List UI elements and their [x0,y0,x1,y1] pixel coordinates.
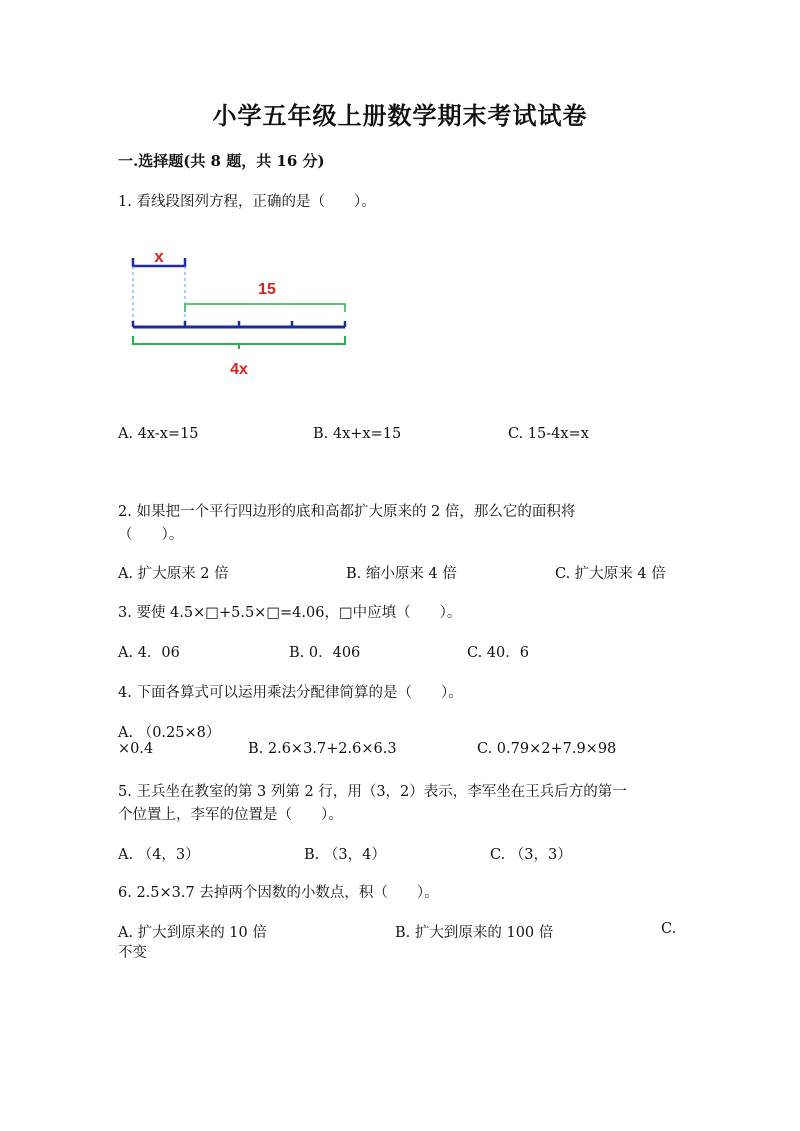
q1-option-c: C. 15-4x=x [508,426,589,442]
q4-option-b: B. 2.6×3.7+2.6×6.3 [248,741,397,757]
question-1-stem: 1. 看线段图列方程，正确的是（ ）。 [118,194,376,210]
question-2-stem-cont: （ ）。 [118,527,184,543]
q5-option-c: C. （3，3） [490,847,572,863]
total-label: 4x [230,361,248,378]
q5-option-a: A. （4，3） [118,847,200,863]
page-title: 小学五年级上册数学期末考试试卷 [212,101,588,130]
line-segment-figure [118,238,358,392]
question-5-stem-cont: 个位置上，李军的位置是（ ）。 [118,807,343,823]
q1-option-b: B. 4x+x=15 [313,426,402,442]
q4-option-a: A. （0.25×8） [118,725,221,741]
q5-option-b: B. （3，4） [304,847,386,863]
q3-option-a: A. 4．06 [118,645,180,661]
question-3-stem: 3. 要使 4.5×□+5.5×□=4.06，□中应填（ ）。 [118,605,462,621]
q2-option-a: A. 扩大原来 2 倍 [118,566,229,582]
q6-option-b: B. 扩大到原来的 100 倍 [395,925,554,941]
question-2-stem: 2. 如果把一个平行四边形的底和高都扩大原来的 2 倍，那么它的面积将 [118,504,576,520]
question-4-stem: 4. 下面各算式可以运用乘法分配律简算的是（ ）。 [118,685,463,701]
question-5-stem: 5. 王兵坐在教室的第 3 列第 2 行，用（3，2）表示，李军坐在王兵后方的第一 [118,784,627,800]
section-heading: 一.选择题(共 8 题，共 16 分) [118,152,325,170]
q2-option-b: B. 缩小原来 4 倍 [346,566,457,582]
question-6-stem: 6. 2.5×3.7 去掉两个因数的小数点，积（ ）。 [118,885,439,901]
q6-option-a: A. 扩大到原来的 10 倍 [118,925,267,941]
fifteen-bracket [185,304,345,312]
total-brace [133,336,345,349]
q3-option-c: C. 40．6 [467,645,529,661]
x-label: x [154,247,164,266]
q4-option-c: C. 0.79×2+7.9×98 [477,741,617,757]
q4-option-a-cont: ×0.4 [118,741,154,757]
q1-option-a: A. 4x-x=15 [118,426,199,442]
q2-option-c: C. 扩大原来 4 倍 [555,566,666,582]
q3-option-b: B. 0．406 [289,645,361,661]
q6-option-c-cont: 不变 [118,945,147,961]
q6-option-c: C. [661,921,677,937]
fifteen-label: 15 [258,281,276,298]
